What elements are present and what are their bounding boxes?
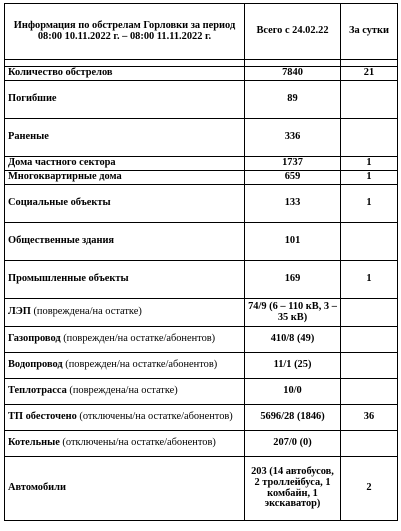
table-row [5,327,398,353]
table-row [5,171,398,185]
row-total: 74/9 (6 – 110 кВ, 3 – 35 кВ) [245,299,341,327]
table-row [5,185,398,223]
table-row [5,299,398,327]
table-row [5,261,398,299]
row-label [5,405,245,431]
row-day [341,327,398,353]
row-day [341,353,398,379]
table-row [5,67,398,81]
row-name: Многоквартирные дома [5,171,245,185]
table-header-row [5,4,398,60]
table-row [5,157,398,171]
table-row [5,457,398,521]
row-total: 336 [245,119,341,157]
row-total: 89 [245,81,341,119]
row-day: 21 [341,67,398,81]
row-total: 11/1 (25) [245,353,341,379]
row-total: 169 [245,261,341,299]
row-total: 10/0 [245,379,341,405]
row-note: (поврежден/на остатке/абонентов) [62,359,218,371]
report-title: Информация по обстрелам Горловки за период 08:00 10.11.2022 г. – 08:00 11.11.2022 г. [5,4,245,60]
row-name: Котельные [8,437,60,449]
header-separator [5,60,398,67]
row-name: Автомобили [5,457,245,521]
row-day: 1 [341,171,398,185]
row-day: 36 [341,405,398,431]
row-total: 101 [245,223,341,261]
row-day [341,379,398,405]
row-label [5,431,245,457]
row-day: 1 [341,157,398,171]
row-label [5,299,245,327]
table-row [5,353,398,379]
row-total: 203 (14 автобусов, 2 троллейбуса, 1 комбайн, 1 экскаватор) [245,457,341,521]
table-row [5,405,398,431]
row-note: (повреждена/на остатке) [30,306,142,318]
row-total: 659 [245,171,341,185]
table-row [5,431,398,457]
row-name: ТП обесточено [8,411,77,423]
row-name: Теплотрасса [8,385,67,397]
row-note: (отключены/на остатке/абонентов) [76,411,233,423]
row-total: 410/8 (49) [245,327,341,353]
shelling-report-table [4,3,398,521]
table-row [5,379,398,405]
row-label [5,353,245,379]
row-name: Количество обстрелов [5,67,245,81]
row-name: Раненые [5,119,245,157]
table-row [5,119,398,157]
row-day [341,299,398,327]
row-total: 133 [245,185,341,223]
row-note: (поврежден/на остатке/абонентов) [60,333,216,345]
row-day [341,431,398,457]
row-day: 2 [341,457,398,521]
row-note: (повреждена/на остатке) [66,385,178,397]
column-header-day: За сутки [341,4,398,60]
row-total: 1737 [245,157,341,171]
row-day [341,81,398,119]
row-name: Погибшие [5,81,245,119]
row-day: 1 [341,261,398,299]
row-day [341,119,398,157]
table-row [5,223,398,261]
row-label [5,379,245,405]
row-note: (отключены/на остатке/абонентов) [59,437,216,449]
row-name: Общественные здания [5,223,245,261]
row-total: 7840 [245,67,341,81]
column-header-total: Всего с 24.02.22 [245,4,341,60]
row-name: Газопровод [8,333,61,345]
row-name: Промышленные объекты [5,261,245,299]
table-row [5,81,398,119]
row-day: 1 [341,185,398,223]
row-name: Дома частного сектора [5,157,245,171]
row-total: 5696/28 (1846) [245,405,341,431]
row-name: ЛЭП [8,306,31,318]
row-name: Водопровод [8,359,63,371]
row-name: Социальные объекты [5,185,245,223]
row-total: 207/0 (0) [245,431,341,457]
row-label [5,327,245,353]
row-day [341,223,398,261]
